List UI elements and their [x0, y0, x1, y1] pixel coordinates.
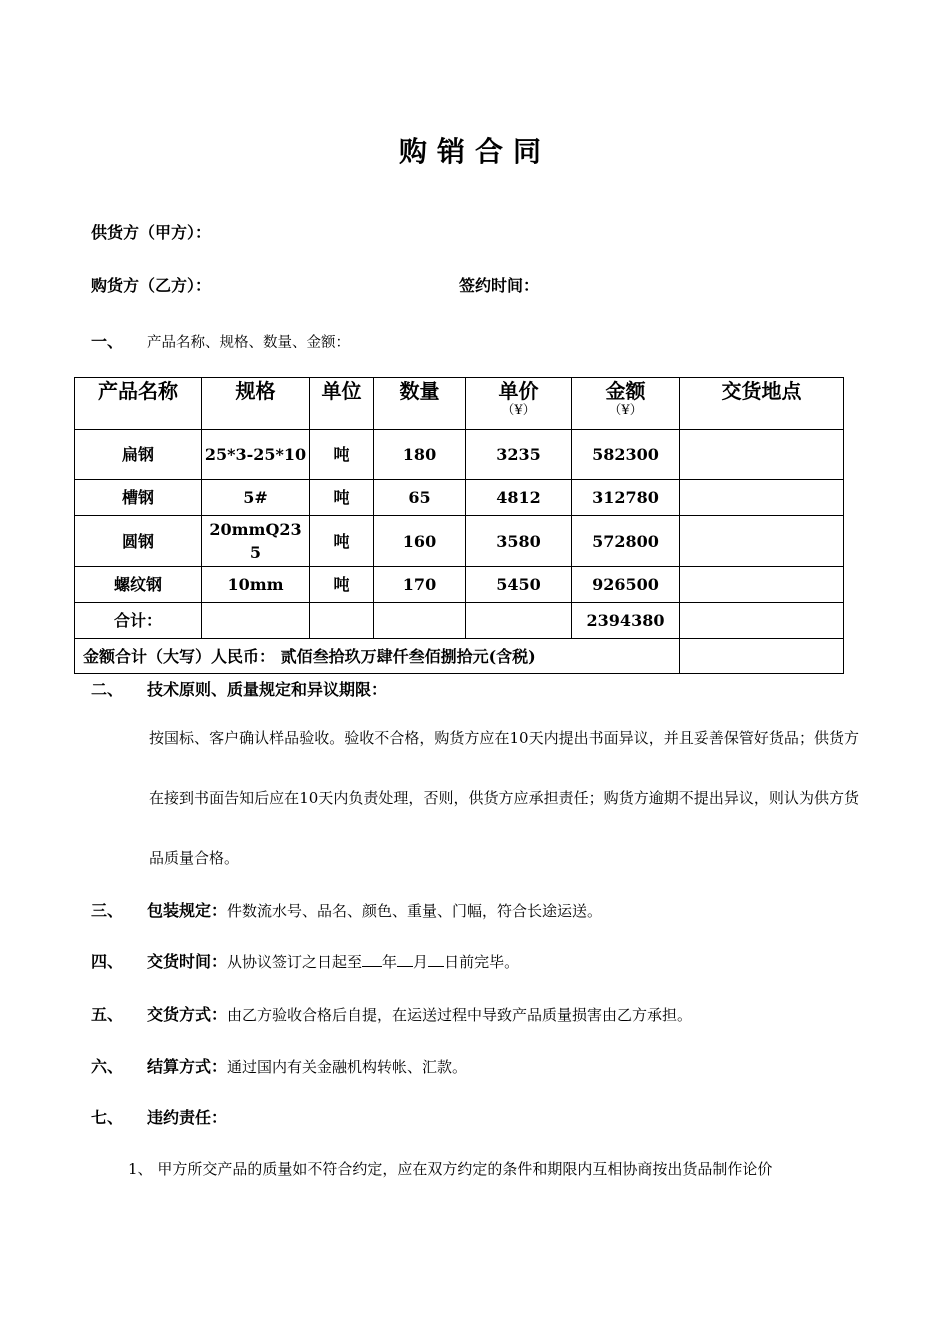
cell-name: 槽钢 — [75, 480, 202, 516]
section-3-text: 件数流水号、品名、颜色、重量、门幅，符合长途运送。 — [227, 902, 603, 920]
total-empty-cell — [680, 603, 844, 639]
header-amount-currency: （¥） — [608, 403, 643, 418]
header-unit: 单位 — [310, 378, 374, 430]
cell-amount: 312780 — [572, 480, 680, 516]
cell-price: 3235 — [466, 430, 572, 480]
header-delivery-place: 交货地点 — [680, 378, 844, 430]
cell-qty: 160 — [374, 516, 466, 567]
capital-amount-cell — [75, 639, 680, 674]
cell-name: 螺纹钢 — [75, 567, 202, 603]
day-blank — [428, 966, 444, 967]
total-row — [75, 603, 844, 639]
total-amount: 2394380 — [572, 603, 680, 639]
section-3 — [91, 898, 602, 921]
cell-amount: 582300 — [572, 430, 680, 480]
capital-amount-value: 贰佰叁拾玖万肆仟叁佰捌拾元(含税) — [280, 646, 536, 666]
section-2-body: 按国标、客户确认样品验收。验收不合格，购货方应在10天内提出书面异议，并且妥善保管好货品；供货方在接到书面告知后应在10天内负责处理，否则，供货方应承担责任；购货方逾期不提出异议，则认为供方货品质量合格。 — [149, 729, 859, 867]
section-7-item-1-number: 1、 — [128, 1160, 153, 1178]
cell-place — [680, 567, 844, 603]
table-row — [75, 430, 844, 480]
cell-unit: 吨 — [310, 430, 374, 480]
section-3-title: 包装规定： — [147, 901, 228, 920]
section-3-number: 三、 — [91, 901, 124, 920]
cell-unit: 吨 — [310, 567, 374, 603]
section-1-number: 一、 — [91, 332, 124, 351]
cell-price: 3580 — [466, 516, 572, 567]
table-row — [75, 567, 844, 603]
section-4-text-a: 从协议签订之日起至 — [227, 953, 363, 971]
cell-price: 4812 — [466, 480, 572, 516]
header-product-name: 产品名称 — [75, 378, 202, 430]
cell-unit: 吨 — [310, 516, 374, 567]
sign-time-label: 签约时间： — [459, 276, 540, 295]
goods-table — [74, 377, 844, 674]
section-4-year: 年 — [382, 953, 398, 971]
total-empty-cell — [374, 603, 466, 639]
page-title: 购销合同 — [398, 135, 551, 168]
section-6 — [91, 1054, 467, 1077]
cell-qty: 180 — [374, 430, 466, 480]
cell-spec: 25*3-25*10 — [202, 430, 310, 480]
header-unit-price — [466, 378, 572, 430]
section-4-number: 四、 — [91, 952, 124, 971]
section-7-item-1 — [128, 1158, 772, 1179]
section-7-item-1-text: 甲方所交产品的质量如不符合约定，应在双方约定的条件和期限内互相协商按出货品制作论价 — [157, 1160, 773, 1178]
total-empty-cell — [310, 603, 374, 639]
cell-price: 5450 — [466, 567, 572, 603]
cell-spec: 5# — [202, 480, 310, 516]
supplier-label: 供货方（甲方）： — [91, 223, 212, 242]
section-1 — [91, 329, 350, 352]
header-amount — [572, 378, 680, 430]
section-5-title: 交货方式： — [147, 1005, 228, 1024]
section-2-title: 技术原则、质量规定和异议期限： — [147, 680, 388, 699]
table-header-row — [75, 378, 844, 430]
section-5-text: 由乙方验收合格后自提，在运送过程中导致产品质量损害由乙方承担。 — [227, 1006, 693, 1024]
month-blank — [397, 966, 413, 967]
header-unit-price-label: 单价 — [498, 379, 539, 403]
cell-name: 扁钢 — [75, 430, 202, 480]
section-2 — [91, 677, 387, 700]
section-4-title: 交货时间： — [147, 952, 228, 971]
section-7-number: 七、 — [91, 1108, 124, 1127]
section-7 — [91, 1105, 227, 1128]
capital-amount-row — [75, 639, 844, 674]
section-5-number: 五、 — [91, 1005, 124, 1024]
cell-place — [680, 516, 844, 567]
header-amount-label: 金额 — [605, 379, 646, 403]
header-spec: 规格 — [202, 378, 310, 430]
header-unit-price-currency: （¥） — [501, 403, 536, 418]
cell-qty: 65 — [374, 480, 466, 516]
section-7-title: 违约责任： — [147, 1108, 228, 1127]
total-empty-cell — [202, 603, 310, 639]
buyer-label: 购货方（乙方）： — [91, 276, 212, 295]
section-4 — [91, 949, 519, 972]
section-2-number: 二、 — [91, 680, 124, 699]
cell-unit: 吨 — [310, 480, 374, 516]
cell-amount: 926500 — [572, 567, 680, 603]
section-5 — [91, 1002, 692, 1025]
capital-amount-label: 金额合计（大写）人民币： — [83, 646, 276, 666]
section-6-text: 通过国内有关金融机构转帐、汇款。 — [227, 1058, 468, 1076]
cell-amount: 572800 — [572, 516, 680, 567]
cell-name: 圆钢 — [75, 516, 202, 567]
section-6-number: 六、 — [91, 1057, 124, 1076]
section-6-title: 结算方式： — [147, 1057, 228, 1076]
section-4-month: 月 — [413, 953, 429, 971]
total-empty-cell — [466, 603, 572, 639]
year-blank — [362, 966, 382, 967]
section-4-text-b: 日前完毕。 — [444, 953, 520, 971]
cell-qty: 170 — [374, 567, 466, 603]
table-row — [75, 516, 844, 567]
capital-empty-cell — [680, 639, 844, 674]
cell-place — [680, 430, 844, 480]
cell-place — [680, 480, 844, 516]
cell-spec: 10mm — [202, 567, 310, 603]
cell-spec: 20mmQ235 — [202, 516, 310, 567]
total-label: 合计： — [75, 603, 202, 639]
header-quantity: 数量 — [374, 378, 466, 430]
section-1-title: 产品名称、规格、数量、金额： — [147, 335, 350, 351]
table-row — [75, 480, 844, 516]
